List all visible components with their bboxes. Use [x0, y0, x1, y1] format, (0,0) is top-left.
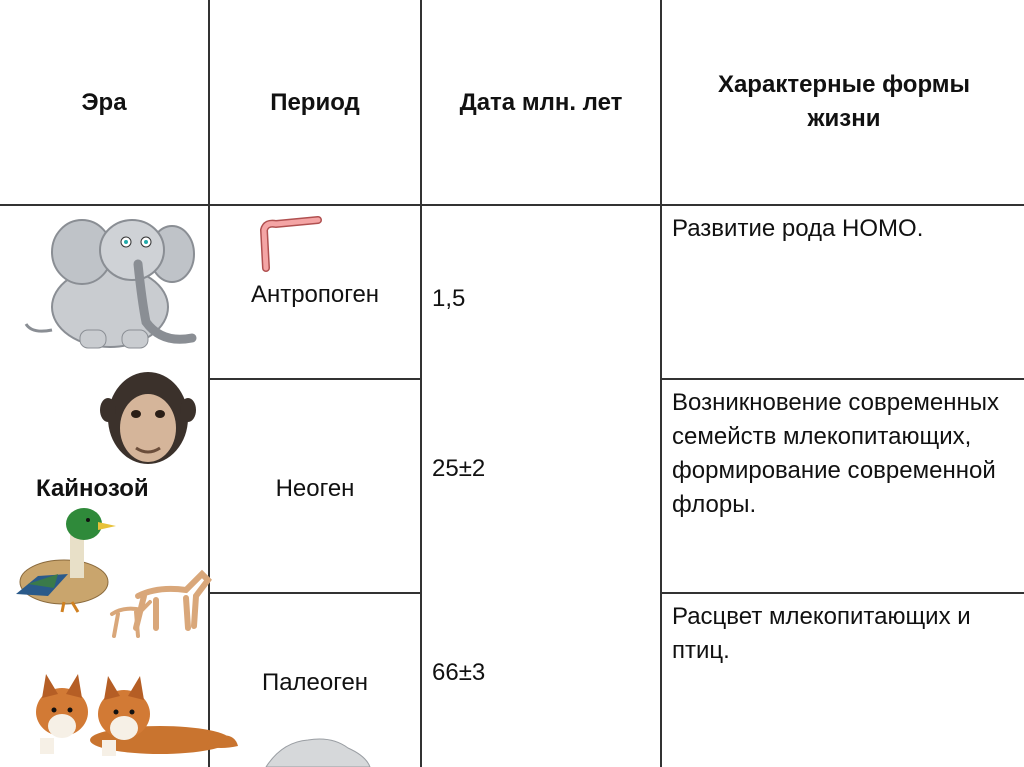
life-neogene: Возникновение современных семейств млекопитающих, формирование современной флоры. [672, 389, 1000, 518]
rock-icon [262, 734, 372, 767]
duck-icon [8, 504, 120, 616]
period-neogene: Неоген [275, 475, 355, 502]
horses-icon [108, 566, 212, 640]
header-date: Дата млн. лет [459, 89, 623, 116]
grid-line-v3 [660, 0, 662, 767]
grid-line-row1 [208, 378, 422, 380]
era-name: Кайнозой [36, 475, 149, 502]
foxes-icon [10, 668, 240, 760]
grid-line-row1-life [660, 378, 1024, 380]
header-life-forms: Характерные формы жизни [717, 71, 971, 132]
life-anthropogene: Развитие рода НОМО. [672, 215, 924, 242]
grid-line-row2 [208, 592, 422, 594]
period-paleogene: Палеоген [261, 669, 369, 696]
elephant-icon [22, 212, 202, 352]
hand-icon [258, 216, 324, 274]
life-paleogene: Расцвет млекопитающих и птиц. [672, 603, 971, 664]
date-anthropogene: 1,5 [432, 285, 466, 312]
grid-line-row2-life [660, 592, 1024, 594]
header-era: Эра [81, 89, 127, 116]
date-neogene: 25±2 [432, 455, 486, 482]
grid-line-header [0, 204, 1024, 206]
period-anthropogene: Антропоген [250, 281, 380, 308]
header-period: Период [270, 89, 360, 116]
chimpanzee-icon [100, 366, 196, 474]
date-paleogene: 66±3 [432, 659, 486, 686]
